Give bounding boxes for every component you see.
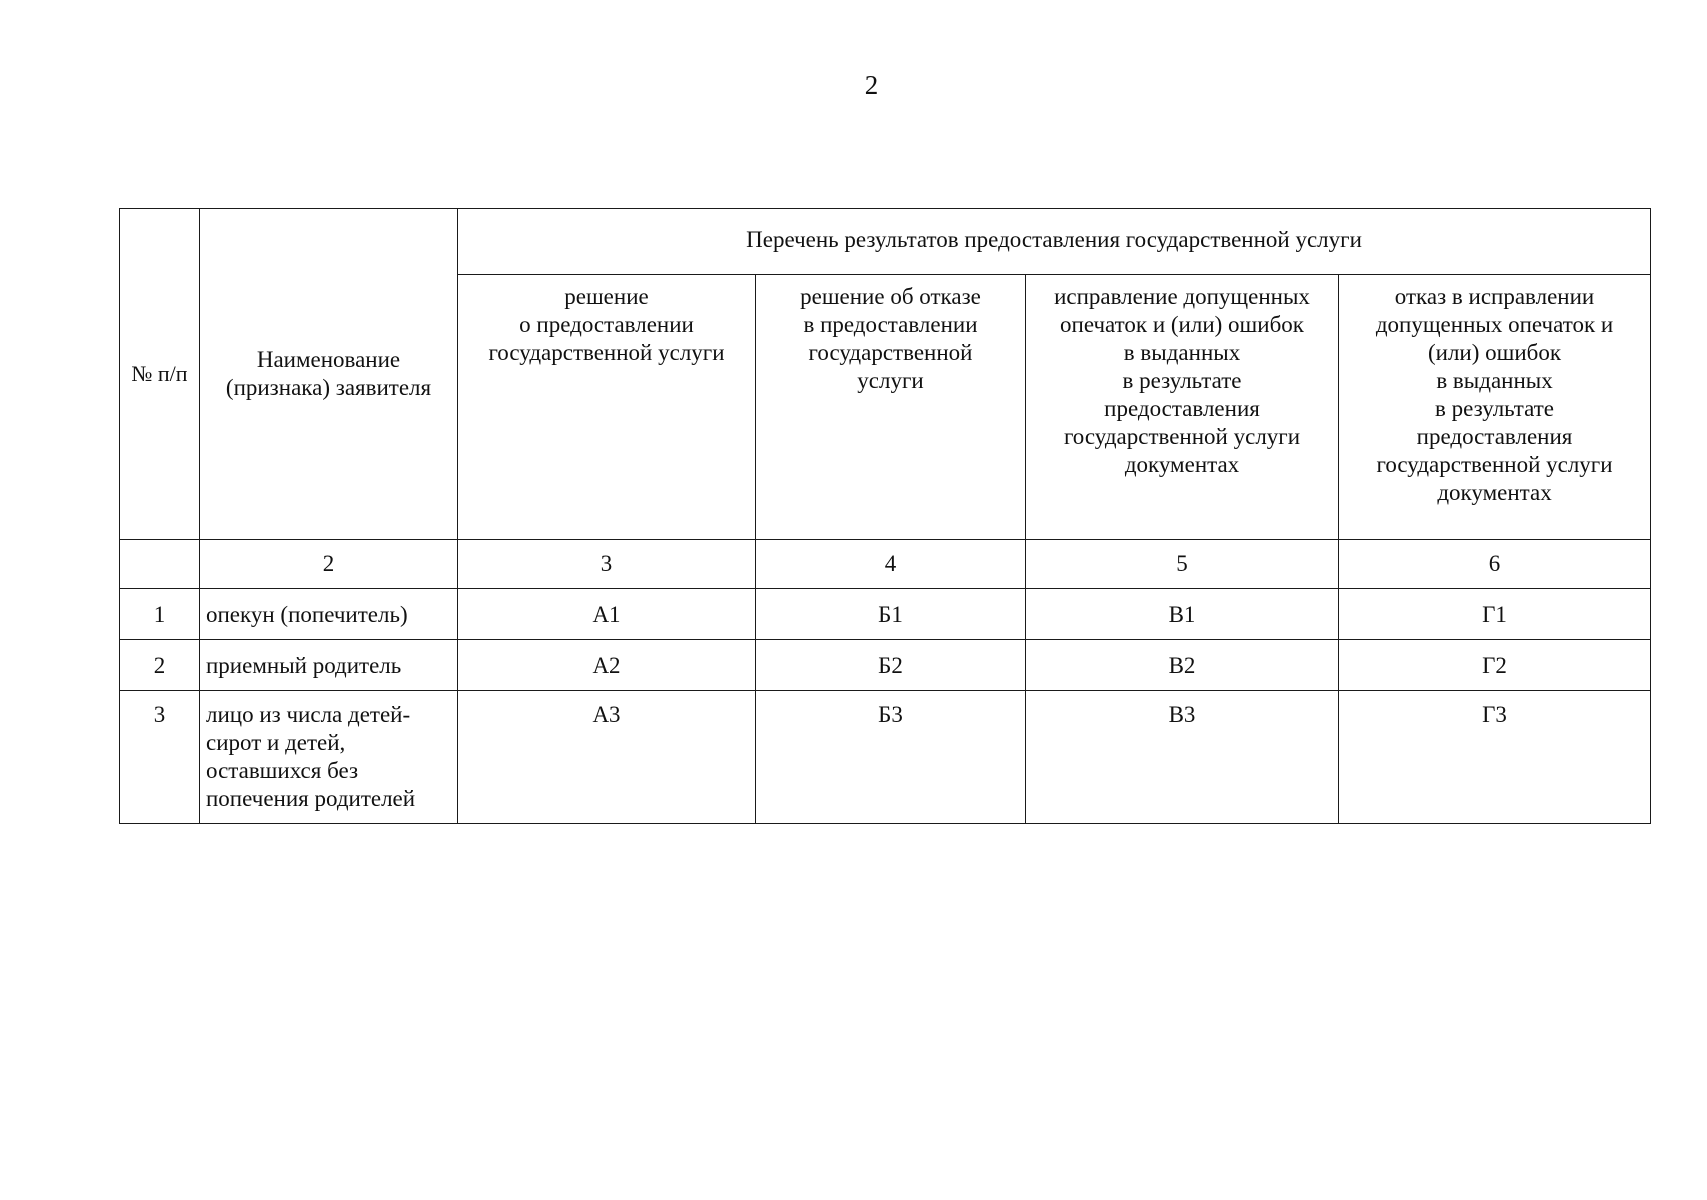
- column-number-cell: [120, 540, 200, 589]
- row-value: Г1: [1339, 589, 1651, 640]
- row-applicant: приемный родитель: [200, 640, 458, 691]
- row-value: В3: [1026, 691, 1339, 824]
- header-result-refusal: решение об отказе в предоставлении государственной услуги: [756, 275, 1026, 540]
- row-value: А2: [458, 640, 756, 691]
- row-number: 3: [120, 691, 200, 824]
- row-value: В1: [1026, 589, 1339, 640]
- row-number: 1: [120, 589, 200, 640]
- header-group-title: Перечень результатов предоставления государственной услуги: [458, 209, 1651, 275]
- header-result-correction: исправление допущенных опечаток и (или) ошибок в выданных в результате предоставления государственной услуги документах: [1026, 275, 1339, 540]
- row-applicant: лицо из числа детей- сирот и детей, оставшихся без попечения родителей: [200, 691, 458, 824]
- row-value: Г2: [1339, 640, 1651, 691]
- column-number-cell: 2: [200, 540, 458, 589]
- column-number-cell: 5: [1026, 540, 1339, 589]
- row-applicant: опекун (попечитель): [200, 589, 458, 640]
- row-value: А1: [458, 589, 756, 640]
- table-row: [120, 589, 1651, 640]
- column-number-cell: 6: [1339, 540, 1651, 589]
- page-number: 2: [864, 70, 879, 100]
- column-number-cell: 3: [458, 540, 756, 589]
- results-table: [119, 208, 1651, 824]
- header-result-correction-refusal: отказ в исправлении допущенных опечаток и (или) ошибок в выданных в результате предоставления государственной услуги документах: [1339, 275, 1651, 540]
- header-row-top: [120, 209, 1651, 275]
- row-value: В2: [1026, 640, 1339, 691]
- column-numbers-row: [120, 540, 1651, 589]
- header-result-decision: решение о предоставлении государственной услуги: [458, 275, 756, 540]
- row-value: Б3: [756, 691, 1026, 824]
- row-number: 2: [120, 640, 200, 691]
- row-value: Б2: [756, 640, 1026, 691]
- header-applicant: Наименование (признака) заявителя: [200, 209, 458, 540]
- table-row: [120, 640, 1651, 691]
- row-value: А3: [458, 691, 756, 824]
- row-value: Б1: [756, 589, 1026, 640]
- row-value: Г3: [1339, 691, 1651, 824]
- header-number: № п/п: [120, 209, 200, 540]
- column-number-cell: 4: [756, 540, 1026, 589]
- table-row: [120, 691, 1651, 824]
